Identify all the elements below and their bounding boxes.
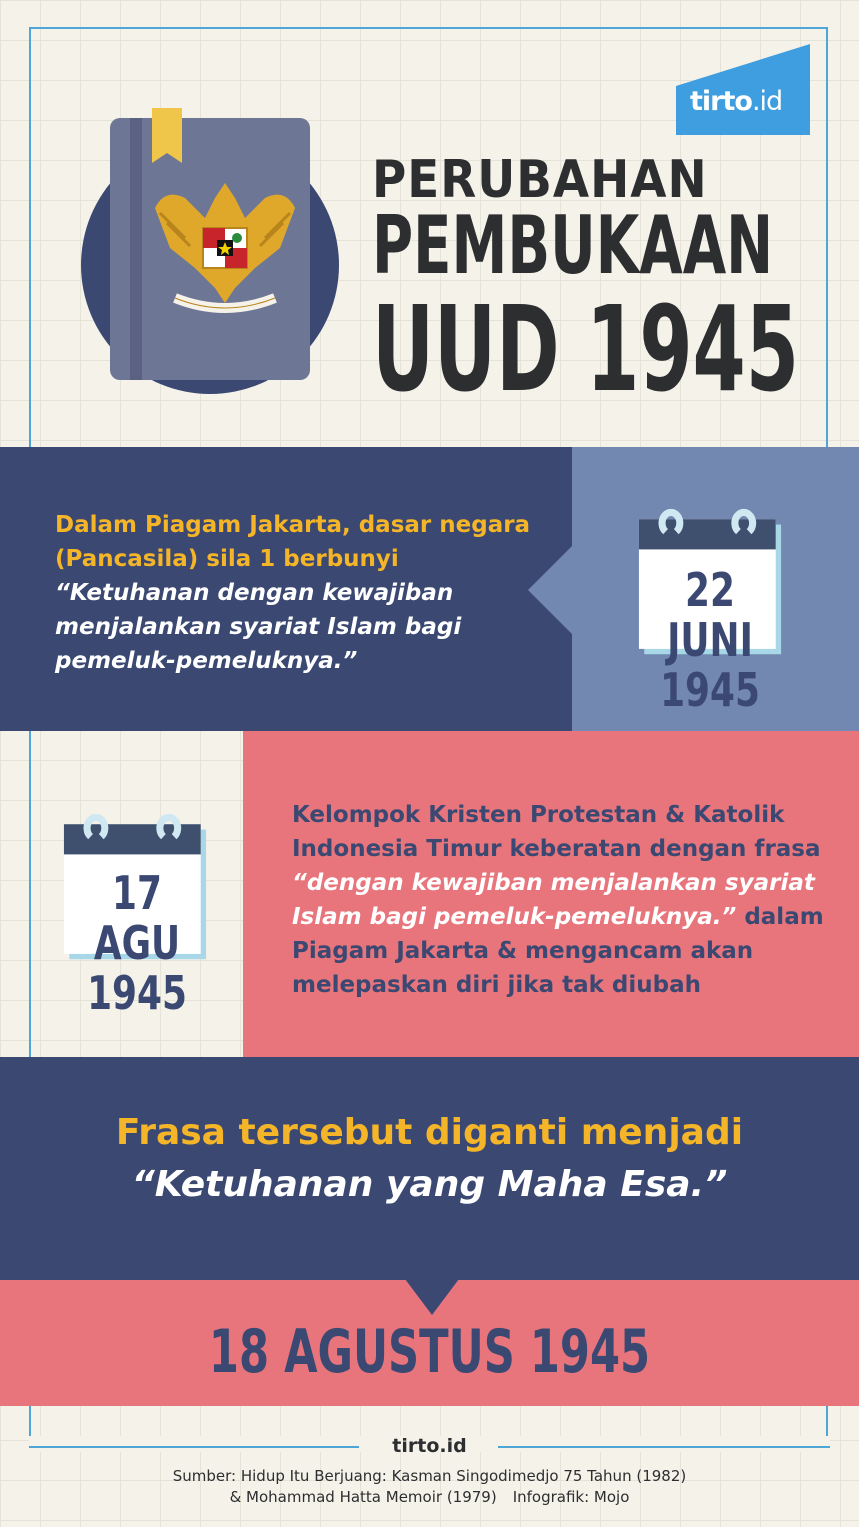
section2-text (292, 798, 832, 1002)
infografik-credit: Infografik: Mojo (512, 1488, 630, 1506)
source-line-2: & Mohammad Hatta Memoir (1979) (229, 1488, 497, 1506)
section2-text-after: dalam Piagam Jakarta & mengancam akan melepaskan diri jika tak diubah (292, 904, 824, 998)
source-line-1: Sumber: Hidup Itu Berjuang: Kasman Singodimedjo 75 Tahun (1982) (172, 1467, 687, 1485)
title-line-2: PEMBUKAAN (372, 199, 774, 292)
date-17-agu: 17 AGU 1945 (87, 866, 187, 1020)
pointer-arrow-down (405, 1279, 459, 1315)
title-line-1: PERUBAHAN (372, 150, 708, 210)
logo-text: tirto.id (690, 86, 783, 117)
final-date: 18 AGUSTUS 1945 (208, 1317, 651, 1387)
section1-text (55, 508, 555, 678)
section3-line-1: Frasa tersebut diganti menjadi (115, 1112, 744, 1153)
title-line-3: UUD 1945 (372, 280, 799, 418)
footer-source (0, 1466, 859, 1508)
section3-line-2: “Ketuhanan yang Maha Esa.” (131, 1164, 728, 1205)
section1-quote: “Ketuhanan dengan kewajiban menjalankan syariat Islam bagi pemeluk-pemeluknya.” (55, 580, 462, 674)
section1-intro: Dalam Piagam Jakarta, dasar negara (Pancasila) sila 1 berbunyi (55, 512, 531, 572)
constitution-book-emblem (80, 108, 350, 398)
section2-text-before: Kelompok Kristen Protestan & Katolik Indonesia Timur keberatan dengan frasa (292, 802, 821, 862)
section2-quote: “dengan kewajiban menjalankan syariat Islam bagi pemeluk-pemeluknya.” (292, 870, 815, 930)
date-22-juni: 22 JUNI 1945 (660, 563, 760, 717)
footer-brand: tirto.id (392, 1435, 467, 1457)
